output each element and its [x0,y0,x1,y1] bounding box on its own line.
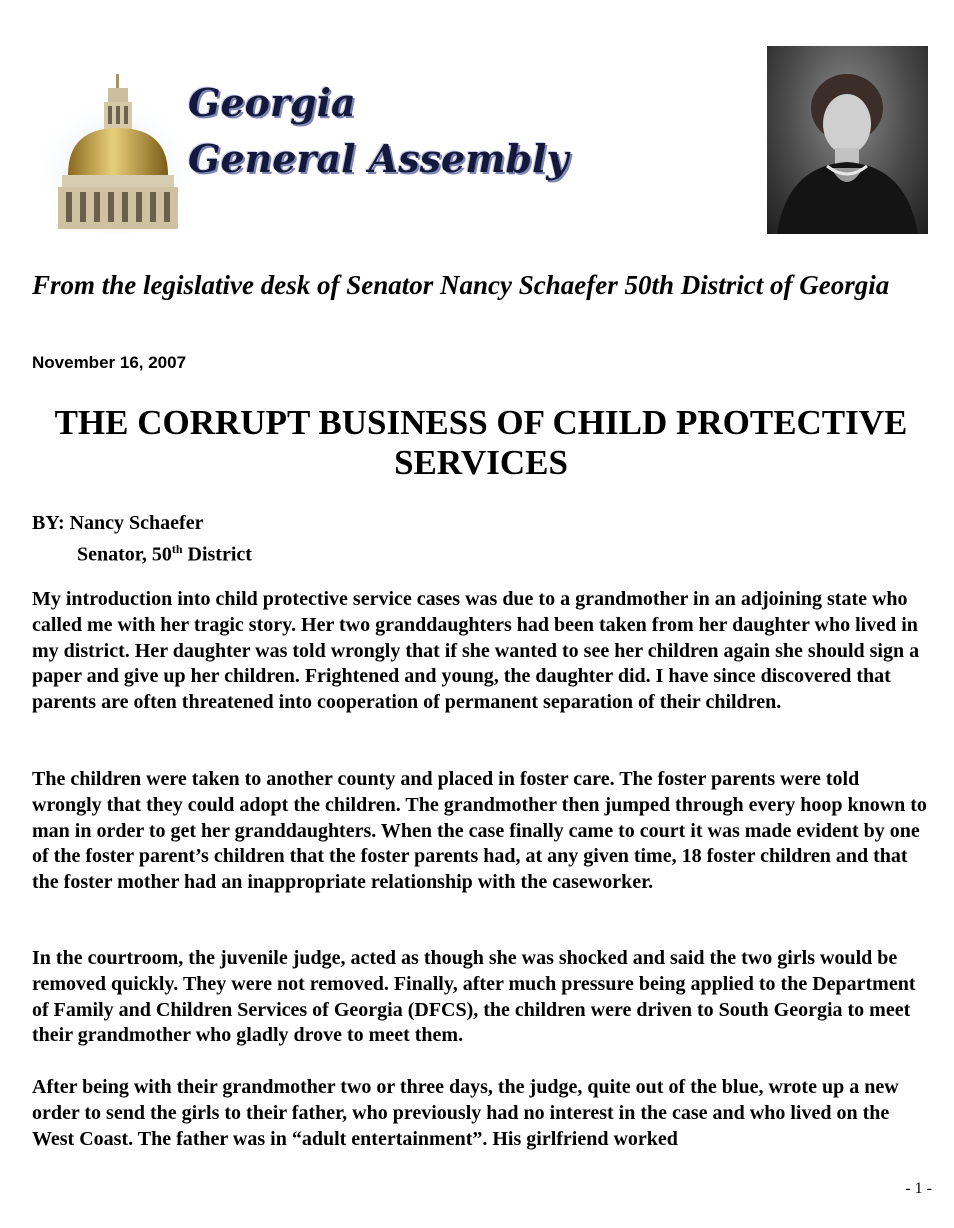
capitol-dome-icon [38,70,188,235]
document-date: November 16, 2007 [32,353,187,372]
body-paragraph: The children were taken to another county and placed in foster care. The foster parents were told wrongly that they could adopt the children. The grandmother then jumped through every hoop known to man in order to get her granddaughters. When the case finally came to court it was made evident by one of the foster parent’s children that the foster parents had, at any given time, 18 foster children and that the foster mother had an inappropriate relationship with the caseworker. [32,768,927,894]
legislative-desk-subtitle: From the legislative desk of Senator Nancy Schaefer 50th District of Georgia [32,270,890,300]
page-number: - 1 - [905,1180,932,1197]
byline-author: BY: Nancy Schaefer [32,512,204,534]
body-paragraph: My introduction into child protective service cases was due to a grandmother in an adjoining state who called me with her tragic story. Her two granddaughters had been taken from her daughter who lived in my district. Her daughter was told wrongly that if she wanted to see her children again she should sign a paper and give up her children. Frightened and young, the daughter did. I have since discovered that parents are often threatened into cooperation of permanent separation of their children. [32,588,920,714]
logo-title-line2: General Assembly [188,136,569,181]
byline-role [32,536,252,568]
byline-role-prefix: Senator, 50 [77,543,172,566]
body-paragraph: After being with their grandmother two or three days, the judge, quite out of the blue, wrote up a new order to send the girls to their father, who previously had no interest in the case and who lived on the West Coast. The father was in “adult entertainment”. His girlfriend worked [32,1076,899,1150]
logo-title-line1: Georgia [188,80,356,125]
byline-role-suffix: District [182,543,252,566]
senator-portrait-photo [767,46,928,234]
byline-role-superscript: th [171,542,183,556]
georgia-general-assembly-logo [38,70,628,235]
portrait-silhouette-icon [767,46,928,234]
byline [32,510,252,568]
document-title: THE CORRUPT BUSINESS OF CHILD PROTECTIVE SERVICES [54,403,908,482]
body-paragraph: In the courtroom, the juvenile judge, acted as though she was shocked and said the two girls would be removed quickly. They were not removed. Finally, after much pressure being applied to the Department of Family and Children Services of Georgia (DFCS), the children were driven to South Georgia to meet their grandmother who gladly drove to meet them. [32,947,916,1047]
